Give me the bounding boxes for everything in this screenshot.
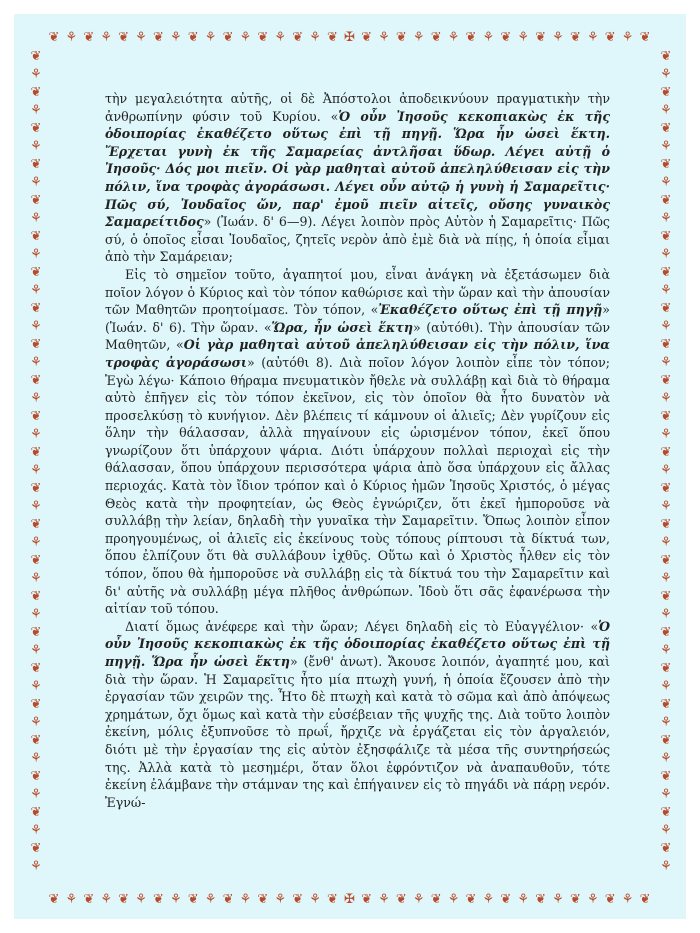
text-run: » (Ἰωάν. δ' 6). Τὴν ὥραν. « <box>105 302 610 335</box>
ornament-border-bottom: ❦ ⚘ ❦ ⚘ ❦ ⚘ ❦ ⚘ ❦ ⚘ ❦ ⚘ ❦ ⚘ ❦ ⚘ ❦ ✠ ❦ ⚘ ❦ ⚘ ❦ ⚘ ❦ ⚘ ❦ ⚘ ❦ ⚘ ❦ ⚘ ❦ ⚘ ❦ <box>48 892 652 907</box>
scripture-quote: Ὥρα, ἦν ὡσεὶ ἕκτη <box>271 319 413 335</box>
text-run: Εἰς τὸ σημεῖον τοῦτο, ἀγαπητοί μου, εἶναι ἀνάγκη νὰ ἐξετάσωμεν διὰ ποῖον λόγον ὁ Κύριος καὶ τὸν τόπον καθώρισε καὶ τὴν ὥραν καὶ τὴν ἀπουσίαν τῶν Μαθητῶν προητοίμασε. Τὸν τόπον, « <box>105 266 610 318</box>
text-run: » (αὐτόθι 8). Διὰ ποῖον λόγον λοιπὸν εἶπε τὸν τόπον; Ἐγὼ λέγω· Κάποιο θήραμα πνευματικὸν ἤθελε νὰ συλλάβῃ καὶ διὰ τὸ θήραμα αὐτὸ ἐπῆγεν εἰς τὸν τόπον ἐκεῖνον, εἰς τὸν ὁποῖον θὰ ἦτο δυνατὸν νὰ προσελκύσῃ τὸ κυνήγιον. Δὲν βλέπεις τί κάμνουν οἱ ἁλιεῖς; Δὲν γυρίζουν εἰς ὅλην τὴν θάλασσαν, ἀλλὰ πηγαίνουν εἰς ὡρισμένον τόπον, ἐκεῖ ὅπου γνωρίζουν ὅτι ὑπάρχουν ψάρια. Διότι ὑπάρχουν πολλαὶ περιοχαὶ εἰς τὴν θάλασσαν, ὅπου ὑπάρχουν περισσότερα ψάρια ἀπὸ ὅσα ὑπάρχουν εἰς ἄλλας περιοχάς. Κατὰ τὸν ἴδιον τρόπον καὶ ὁ Κύριος ἡμῶν Ἰησοῦς Χριστός, ὁ μέγας Θεὸς κατὰ τὴν προφητείαν, ὡς Θεὸς ἐγνώριζεν, ὅτι ἐκεῖ ἠμποροῦσε νὰ συλλάβῃ τὴν λείαν, δηλαδὴ τὴν γυναῖκα τὴν Σαμαρεῖτιν. Ὅπως λοιπὸν εἶπον προηγουμένως, οἱ ἁλιεῖς εἰς ἐκείνους τοὺς τόπους ρίπτουσι τὰ δίκτυά των, ὅπου ἐλπίζουν ὅτι θὰ συλλάβουν ἰχθῦς. Οὕτω καὶ ὁ Χριστὸς ἦλθεν εἰς τὸν τόπον, ὅπου θὰ ἠμποροῦσε νὰ συλλάβῃ εἰς τὰ δίκτυά του τὴν Σαμαρεῖτιν καὶ δι' αὐτῆς νὰ συλλάβῃ μέγα πλῆθος ἀνθρώπων. Ἰδοὺ ὅτι σᾶς ἐφανέρωσα τὴν αἰτίαν τοῦ τόπου. <box>105 354 611 617</box>
text-run: » (ἔνθ' ἀνωτ). Ἄκουσε λοιπόν, ἀγαπητέ μου, καὶ διὰ τὴν ὥραν. Ἡ Σαμαρεῖτις ἦτο μία πτωχὴ γυνή, ἡ ὁποία ἔζουσεν ἀπὸ τὴν ἐργασίαν τῶν χειρῶν της. Ἦτο δὲ πτωχὴ καὶ κατὰ τὸ σῶμα καὶ ἀπὸ ἀπόψεως χρημάτων, ὄχι ὅμως καὶ κατὰ τὴν εὐσέβειαν τῆς ψυχῆς της. Διὰ τοῦτο λοιπὸν ἐκείνη, μόλις ἐξυπνοῦσε τὸ πρωΐ, ἤρχιζε νὰ ἐργάζεται εἰς τὸν ἀργαλειόν, διότι μὲ τὴν ἐργασίαν της εἰς αὐτὸν ἐξησφάλιζε τὰ μέσα τῆς συντηρήσεώς της. Ἀλλὰ κατὰ τὸ μεσημέρι, ὅταν ὅλοι ἐφρόντιζον νὰ ἀναπαυθοῦν, τότε ἐκείνη ἐλάμβανε τὴν στάμναν της καὶ ἐπήγαινεν εἰς τὸ πηγάδι νὰ πάρῃ νερόν. Ἐγνώ- <box>105 654 610 810</box>
ornament-border-top: ❦ ⚘ ❦ ⚘ ❦ ⚘ ❦ ⚘ ❦ ⚘ ❦ ⚘ ❦ ⚘ ❦ ⚘ ❦ ✠ ❦ ⚘ ❦ ⚘ ❦ ⚘ ❦ ⚘ ❦ ⚘ ❦ ⚘ ❦ ⚘ ❦ ⚘ ❦ <box>48 30 652 45</box>
ornament-border-right: ❦ ⚘ ❦ ⚘ ❦ ⚘ ❦ ⚘ ❦ ⚘ ❦ ⚘ ❦ ⚘ ❦ ⚘ ❦ ⚘ ❦ ⚘ ❦ ⚘ ❦ ⚘ ❦ ⚘ ❦ ⚘ ❦ ⚘ ❦ ⚘ ❦ ⚘ ❦ ⚘ ❦ ⚘ ❦ ⚘ ❦ ⚘ ❦ ⚘ ❦ ⚘ <box>660 49 672 874</box>
ornament-border-left: ❦ ⚘ ❦ ⚘ ❦ ⚘ ❦ ⚘ ❦ ⚘ ❦ ⚘ ❦ ⚘ ❦ ⚘ ❦ ⚘ ❦ ⚘ ❦ ⚘ ❦ ⚘ ❦ ⚘ ❦ ⚘ ❦ ⚘ ❦ ⚘ ❦ ⚘ ❦ ⚘ ❦ ⚘ ❦ ⚘ ❦ ⚘ ❦ ⚘ ❦ ⚘ <box>30 49 42 874</box>
text-run: » (αὐτόθι). Τὴν ἀπουσίαν τῶν Μαθητῶν, « <box>105 319 610 353</box>
text-run: » (Ἰωάν. δ' 6—9). Λέγει λοιπὸν πρὸς Αὐτὸν ἡ Σαμαρεῖτις· Πῶς σύ, ὁ ὁποῖος εἶσαι Ἰουδαῖος, ζητεῖς νερὸν ἀπὸ ἐμὲ διὰ νὰ πίῃς, ἡ ὁποία εἶμαι ἀπὸ τὴν Σαμάρειαν; <box>105 214 610 265</box>
paragraph-1 <box>105 90 610 266</box>
text-run: Διατί ὅμως ἀνέφερε καὶ τὴν ὥραν; Λέγει δηλαδὴ εἰς τὸ Εὐαγγέλιον· « <box>125 618 599 634</box>
scripture-quote: Οἱ γὰρ μαθηταὶ αὐτοῦ ἀπεληλύθεισαν εἰς τὴν πόλιν, ἵνα τροφὰς ἀγοράσωσι <box>105 337 610 370</box>
paragraph-3 <box>105 618 610 812</box>
scripture-quote: Ἐκαθέζετο οὕτως ἐπὶ τῇ πηγῇ <box>378 302 603 318</box>
paragraph-2 <box>105 266 610 618</box>
text-run: τὴν μεγαλειότητα αὐτῆς, οἱ δὲ Ἀπόστολοι ἀποδεικνύουν πραγματικὴν τὴν ἀνθρωπίνην φύσιν τοῦ Κυρίου. « <box>105 91 610 124</box>
body-text <box>105 90 610 811</box>
scripture-quote: Ὁ οὖν Ἰησοῦς κεκοπιακὼς ἐκ τῆς ὁδοιπορίας ἐκαθέζετο οὕτως ἐπὶ τῇ πηγῇ. Ὥρα ἦν ὡσεὶ ἕκτη <box>105 618 610 669</box>
scripture-quote: Ὁ οὖν Ἰησοῦς κεκοπιακὼς ἐκ τῆς ὁδοιπορίας ἐκαθέζετο οὕτως ἐπὶ τῇ πηγῇ. Ὥρα ἦν ὡσεὶ ἕκτη. Ἔρχεται γυνὴ ἐκ τῆς Σαμαρείας ἀντλῆσαι ὕδωρ. Λέγει αὐτῇ ὁ Ἰησοῦς· Δός μοι πιεῖν. Οἱ γὰρ μαθηταὶ αὐτοῦ ἀπεληλύθεισαν εἰς τὴν πόλιν, ἵνα τροφὰς ἀγοράσωσι. Λέγει οὖν αὐτῷ ἡ γυνὴ ἡ Σαμαρεῖτις· Πῶς σύ, Ἰουδαῖος ὤν, παρ' ἐμοῦ πιεῖν αἰτεῖς, οὔσης γυναικὸς Σαμαρείτιδος <box>105 108 610 230</box>
